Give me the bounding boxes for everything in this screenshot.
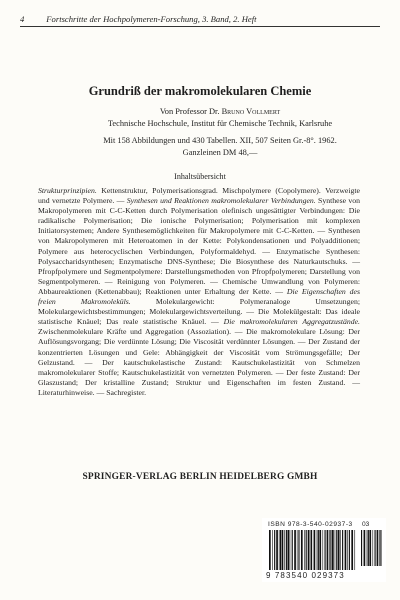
publication-info: Mit 158 Abbildungen und 430 Tabellen. XII, 507 Seiten Gr.-8°. 1962. bbox=[103, 136, 337, 145]
barcode-bar bbox=[314, 530, 316, 570]
barcode-bar bbox=[319, 530, 321, 570]
toc-section-text: Zwischenmolekulare Kräfte und Aggregation (Assoziation). — Die makromolekulare Lösung: Der Auflösungsvorgang; Die verdünnte Lösung; Die Viscosität verdünnter Lösungen. — Der Zustand der konzentrierten Lösungen und Gele: Abhängigkeit der Viscosität vom Strömungsgefälle; Der Gelzustand. — Der kautschukelastische Zustand: Kautschukelastizität von Schmelzen makromolekularer Stoffe; Kautschukelastizität von vernetzten Polymeren. — Der feste Zustand: Der Glaszustand; Der kristalline Zustand; Struktur und Eigenschaften im festen Zustand. — Literaturhinweise. — Sachregister. bbox=[38, 327, 360, 397]
barcode-bar bbox=[329, 530, 330, 570]
barcode-bar bbox=[282, 530, 284, 570]
barcode-bar bbox=[311, 530, 312, 570]
toc-section-text: Kettenstruktur, Polymerisationsgrad. Mischpolymere (Copolymere). Verzweigte und vernetzte Polymere. — bbox=[38, 186, 360, 206]
isbn-label: ISBN 978-3-540-02937-3 bbox=[268, 521, 353, 528]
barcode-bar bbox=[330, 530, 331, 570]
barcode-bar bbox=[317, 530, 318, 570]
barcode-bar bbox=[327, 530, 329, 570]
barcode-bar bbox=[287, 530, 289, 570]
ean-barcode bbox=[268, 530, 356, 570]
barcode-bar bbox=[369, 530, 371, 566]
barcode-bar bbox=[338, 530, 340, 570]
author-prefix: Von Professor Dr. bbox=[159, 107, 222, 116]
barcode-bar bbox=[377, 530, 379, 566]
barcode-bar bbox=[272, 530, 273, 570]
barcode-bar bbox=[361, 530, 362, 566]
barcode-bar bbox=[354, 530, 355, 570]
barcode-bar bbox=[379, 530, 380, 566]
barcode-bar bbox=[380, 530, 381, 566]
header-rule bbox=[20, 26, 380, 27]
barcode-bar bbox=[375, 530, 376, 566]
toc-section-text: Molekulargewicht: Polymeranaloge Umsetzungen; Molekulargewichtsbestimmungen; Molekulargewichtsverteilung. — Die Molekülgestalt: Das ideale statistische Knäuel; Das reale statistische Knäuel. — bbox=[38, 297, 360, 327]
toc-section-title: Synthesen und Reaktionen makromolekularer Verbindungen. bbox=[126, 196, 316, 206]
author-name: Bruno Vollmert bbox=[221, 107, 281, 116]
barcode-bar bbox=[276, 530, 278, 570]
barcode-bar bbox=[297, 530, 298, 570]
page-header bbox=[20, 14, 380, 24]
toc-heading: Inhaltsübersicht bbox=[174, 172, 226, 181]
ean-digits: 9 783540 029373 bbox=[266, 571, 345, 580]
barcode-bar bbox=[286, 530, 287, 570]
barcode-addon-digits: 03 bbox=[362, 521, 370, 528]
barcode-bar bbox=[310, 530, 311, 570]
barcode-bar bbox=[340, 530, 341, 570]
toc-section-title: Die Eigenschaften des freien Makromoleküls. bbox=[38, 286, 360, 307]
barcode-bar bbox=[349, 530, 350, 570]
addon-barcode bbox=[360, 530, 382, 566]
barcode-bar bbox=[269, 530, 271, 570]
publisher-imprint: SPRINGER-VERLAG BERLIN HEIDELBERG GMBH bbox=[82, 472, 318, 482]
toc-section-title: Strukturprinzipien. bbox=[38, 186, 97, 195]
page-number: 4 bbox=[20, 14, 25, 24]
barcode-bar bbox=[274, 530, 275, 570]
barcode-bar bbox=[298, 530, 299, 570]
barcode-bar bbox=[345, 530, 347, 570]
barcode-bar bbox=[342, 530, 343, 570]
barcode-bar bbox=[373, 530, 374, 566]
toc-section-text: Synthese von Makropolymeren mit C-C-Ketten durch Polymerisation olefinisch ungesättigter Verbindungen: Die radikalische Polymerisation; Die ionische Polymerisation; Polymerisation mit komplexen Initiatorsystemen; Andere Synthesemöglichkeiten für Makropolymere mit C-C-Ketten. — Synthesen von Makropolymeren mit Heteroatomen in der Kette: Polykondensationen und Polyadditionen; Polymere aus heterocyclischen Verbindungen, Polyformaldehyd. — Enzymatische Synthesen: Polysaccharidsynthesen; Enzymatische DNS-Synthese; Die Biosynthese des Naturkautschuks. — Pfropfpolymere und Segmentpolymere: Darstellungsmethoden von Pfropfpolymeren; Darstellung von Segmentpolymeren. — Reinigung von Polymeren. — Chemische Umwandlung von Polymeren: Abbaureaktionen (Kettenabbau); Reaktionen unter Erhaltung der Kette. — bbox=[38, 196, 361, 296]
barcode-bar bbox=[367, 530, 368, 566]
barcode-bar bbox=[308, 530, 310, 570]
barcode-bar bbox=[292, 530, 293, 570]
barcode-bar bbox=[301, 530, 303, 570]
barcode-bar bbox=[304, 530, 305, 570]
price: Ganzleinen DM 48,— bbox=[182, 148, 258, 157]
affiliation: Technische Hochschule, Institut für Chemische Technik, Karlsruhe bbox=[107, 119, 333, 128]
barcode-bar bbox=[332, 530, 334, 570]
table-of-contents bbox=[38, 186, 360, 398]
barcode-bar bbox=[318, 530, 319, 570]
author-line bbox=[60, 107, 380, 116]
barcode-bar bbox=[280, 530, 281, 570]
barcode-bar bbox=[290, 530, 291, 570]
barcode-bar bbox=[351, 530, 353, 570]
barcode-bar bbox=[364, 530, 366, 566]
barcode-bar bbox=[336, 530, 337, 570]
barcode-bar bbox=[294, 530, 296, 570]
barcode-bar bbox=[325, 530, 326, 570]
running-title: Fortschritte der Hochpolymeren-Forschung, 3. Band, 2. Heft bbox=[46, 14, 257, 24]
barcode-bar bbox=[347, 530, 348, 570]
book-title: Grundriß der makromolekularen Chemie bbox=[88, 84, 312, 98]
barcode-bar bbox=[323, 530, 324, 570]
barcode-bar bbox=[279, 530, 280, 570]
barcode-bar bbox=[306, 530, 307, 570]
barcode-bar bbox=[368, 530, 369, 566]
barcode-bar bbox=[284, 530, 285, 570]
barcode-bar bbox=[335, 530, 336, 570]
toc-section-title: Die makromolekularen Aggregatzustände. bbox=[223, 317, 360, 327]
